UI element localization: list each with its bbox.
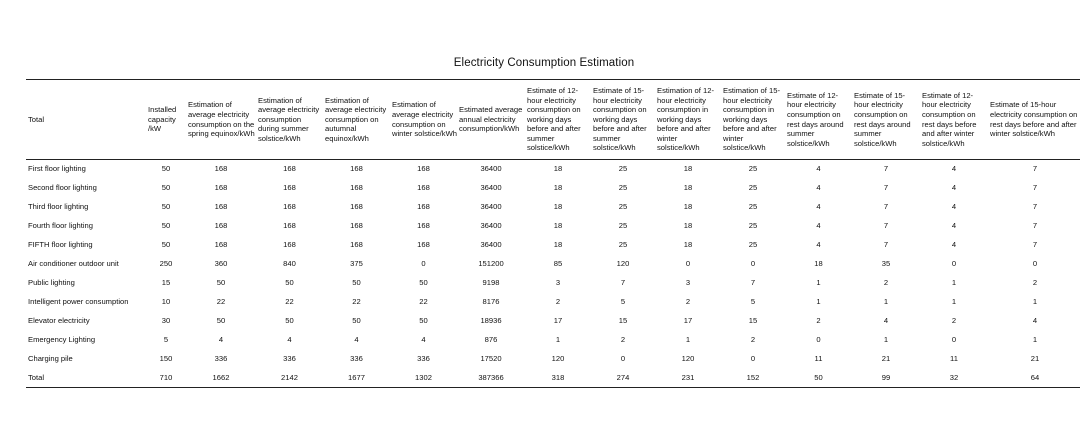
table-cell: 168 [417,183,430,193]
table-cell: 2 [620,335,626,345]
table-cell: 4 [816,221,821,231]
table-cell: 840 [283,259,296,269]
table-cell: 0 [1032,259,1038,269]
table-cell: 4 [951,240,957,250]
table-cell: 18 [553,164,563,174]
table-cell: 168 [283,240,296,250]
table-cell: 168 [350,202,363,212]
table-cell: 151200 [478,259,504,269]
table-cell: 18 [814,259,823,269]
table-cell: 1662 [186,369,256,388]
table-cell: 21 [881,354,891,364]
table-cell: 36400 [480,221,502,231]
row-label: Total [26,369,146,388]
table-cell: 1 [883,335,889,345]
table-cell: 2142 [256,369,323,388]
table-cell: 25 [618,202,628,212]
table-row [26,255,1080,274]
table-cell: 64 [988,369,1080,388]
table-cell: 4 [816,164,821,174]
table-cell: 150 [159,354,173,364]
table-row [26,198,1080,217]
table-cell: 11 [950,354,958,364]
table-cell: 99 [852,369,920,388]
table-cell: 168 [417,202,430,212]
table-cell: 25 [618,240,628,250]
column-header: Estimation of average electricity consumption during summer solstice/kWh [258,95,320,143]
table-cell: 231 [655,369,721,388]
table-cell: 17 [553,316,563,326]
table-cell: 168 [417,221,430,231]
table-cell: 2 [816,316,821,326]
table-cell: 32 [920,369,988,388]
table-cell: 168 [283,202,296,212]
column-header: Estimate of 15-hour electricity consumption on rest days before and after winter solstice/kWh [990,100,1078,139]
table-cell: 25 [618,221,628,231]
table-cell: 7 [750,278,756,288]
table-cell: 22 [285,297,294,307]
table-cell: 1 [951,297,957,307]
table-cell: 9198 [482,278,500,288]
table-cell: 15 [748,316,758,326]
table-cell: 168 [350,240,363,250]
table-cell: 18936 [480,316,502,326]
table-row [26,350,1080,369]
table-cell: 25 [748,240,758,250]
table-cell: 18 [553,183,563,193]
table-cell: 0 [685,259,691,269]
column-header: Estimation of 12-hour electricity consumption in working days before and after winter solstice/kWh [657,85,714,153]
page-title: Electricity Consumption Estimation [453,57,635,69]
table-cell: 4 [951,164,957,174]
table-cell: 4 [816,183,821,193]
table-cell: 2 [685,297,691,307]
table-cell: 50 [285,316,294,326]
table-cell: 36400 [480,202,502,212]
table-body [26,160,1080,388]
table-cell: 3 [685,278,691,288]
table-cell: 168 [417,240,430,250]
table-cell: 50 [161,164,171,174]
table-cell: 50 [161,183,171,193]
table-cell: 1302 [390,369,457,388]
table-cell: 152 [721,369,785,388]
table-cell: 22 [216,297,226,307]
table-cell: 318 [525,369,591,388]
table-cell: 250 [159,259,173,269]
table-cell: 7 [883,240,889,250]
table-cell: 0 [951,259,957,269]
table-cell: 168 [283,164,296,174]
table-row [26,217,1080,236]
row-label: Fourth floor lighting [28,221,94,231]
column-header: Estimation of 15-hour electricity consumption in working days before and after winter solstice/kWh [723,85,780,153]
table-cell: 18 [553,202,563,212]
table-cell: 21 [1030,354,1040,364]
table-cell: 50 [419,278,428,288]
table-row [26,274,1080,293]
row-label: Air conditioner outdoor unit [28,259,119,269]
table-cell: 2 [951,316,957,326]
table-cell: 7 [883,164,889,174]
consumption-table [26,79,1080,388]
table-cell: 168 [214,202,228,212]
row-label: Intelligent power consumption [28,297,129,307]
table-cell: 4 [883,316,889,326]
table-cell: 50 [161,202,171,212]
table-cell: 25 [748,221,758,231]
table-cell: 2 [555,297,561,307]
table-cell: 7 [883,221,889,231]
table-cell: 4 [1032,316,1038,326]
table-cell: 1 [816,278,821,288]
table-cell: 274 [591,369,655,388]
table-cell: 4 [816,240,821,250]
table-header [26,80,1080,160]
table-cell: 5 [163,335,169,345]
table-cell: 18 [683,240,693,250]
column-header: Estimation of average electricity consumption on autumnal equinox/kWh [325,95,387,143]
table-cell: 1 [951,278,957,288]
table-cell: 168 [214,240,228,250]
table-cell: 7 [883,202,889,212]
table-cell: 25 [748,183,758,193]
table-cell: 18 [683,183,693,193]
table-cell: 168 [417,164,430,174]
table-cell: 168 [283,183,296,193]
table-cell: 50 [216,316,226,326]
table-cell: 25 [748,202,758,212]
table-cell: 11 [814,354,823,364]
table-cell: 18 [553,240,563,250]
table-cell: 30 [161,316,171,326]
table-cell: 50 [352,278,361,288]
table-cell: 22 [352,297,361,307]
row-label: Second floor lighting [28,183,97,193]
table-cell: 2 [883,278,889,288]
table-cell: 17 [683,316,693,326]
table-cell: 0 [750,259,756,269]
column-header-total: Total [28,114,45,124]
table-row [26,160,1080,179]
table-cell: 17520 [480,354,502,364]
table-cell: 4 [951,221,957,231]
table-cell: 120 [551,354,565,364]
table-cell: 360 [214,259,228,269]
row-label: Elevator electricity [28,316,90,326]
table-cell: 375 [350,259,363,269]
table-cell: 1 [816,297,821,307]
table-cell: 1 [883,297,889,307]
table-cell: 18 [683,202,693,212]
column-header: Estimate of 12-hour electricity consumption on working days before and after summer solstice/kWh [527,85,581,153]
table-cell: 168 [214,164,228,174]
row-label: First floor lighting [28,164,86,174]
header-row [26,80,1080,160]
table-cell: 120 [616,259,630,269]
table-row [26,236,1080,255]
table-cell: 36400 [480,183,502,193]
table-cell: 50 [161,240,171,250]
table-cell: 50 [285,278,294,288]
table-cell: 7 [1032,221,1038,231]
table-cell: 1 [1032,297,1038,307]
row-label: FIFTH floor lighting [28,240,93,250]
table-cell: 1 [1032,335,1038,345]
table-cell: 0 [421,259,426,269]
table-cell: 710 [146,369,186,388]
row-label: Emergency Lighting [28,335,96,345]
table-cell: 387366 [457,369,525,388]
table-cell: 18 [553,221,563,231]
table-cell: 1 [555,335,561,345]
row-label: Charging pile [28,354,73,364]
table-cell: 1 [685,335,691,345]
table-row [26,179,1080,198]
table-cell: 336 [350,354,363,364]
table-cell: 0 [620,354,626,364]
table-cell: 168 [350,183,363,193]
table-row [26,331,1080,350]
row-label: Third floor lighting [28,202,89,212]
table-cell: 168 [350,164,363,174]
table-cell: 336 [283,354,296,364]
table-cell: 168 [350,221,363,231]
table-row [26,369,1080,388]
table-cell: 25 [748,164,758,174]
table-row [26,312,1080,331]
table-cell: 336 [417,354,430,364]
table-cell: 5 [620,297,626,307]
table-cell: 18 [683,221,693,231]
table-cell: 4 [354,335,359,345]
table-cell: 1677 [323,369,390,388]
table-cell: 85 [553,259,563,269]
table-cell: 7 [1032,183,1038,193]
table-cell: 3 [555,278,561,288]
table-cell: 25 [618,164,628,174]
column-header: Estimation of average electricity consumption on winter solstice/kWh [392,100,457,139]
table-cell: 4 [951,202,957,212]
column-header: Estimated average annual electricity consumption/kWh [459,105,523,134]
table-cell: 50 [419,316,428,326]
table-cell: 50 [216,278,226,288]
table-cell: 10 [161,297,171,307]
table-cell: 168 [214,183,228,193]
table-cell: 7 [883,183,889,193]
table-cell: 7 [1032,164,1038,174]
table-cell: 7 [1032,240,1038,250]
column-header: Estimation of average electricity consumption on the spring equinox/kWh [188,100,255,139]
column-header: Estimate of 15-hour electricity consumption on rest days around summer solstice/kWh [854,90,911,148]
table-cell: 120 [681,354,695,364]
table-cell: 8176 [482,297,500,307]
table-cell: 36400 [480,164,502,174]
table-cell: 0 [951,335,957,345]
table-cell: 22 [419,297,428,307]
table-cell: 168 [214,221,228,231]
table-cell: 50 [161,221,171,231]
table-cell: 0 [816,335,821,345]
column-header: Estimate of 12-hour electricity consumption on rest days before and after winter solstice/kWh [922,90,977,148]
table-cell: 876 [484,335,498,345]
table-cell: 18 [683,164,693,174]
table-cell: 7 [620,278,626,288]
table-cell: 2 [750,335,756,345]
table-cell: 2 [1032,278,1038,288]
table-cell: 36400 [480,240,502,250]
table-cell: 5 [750,297,756,307]
table-cell: 336 [214,354,228,364]
table-cell: 0 [750,354,756,364]
row-label: Public lighting [28,278,75,288]
column-header: Installed capacity /kW [148,105,177,134]
table-cell: 168 [283,221,296,231]
table-cell: 50 [352,316,361,326]
table-cell: 4 [421,335,426,345]
table-cell: 35 [881,259,891,269]
column-header: Estimate of 15-hour electricity consumption on working days before and after summer solstice/kWh [593,85,647,153]
table-cell: 25 [618,183,628,193]
table-cell: 15 [161,278,171,288]
column-header: Estimate of 12-hour electricity consumption on rest days around summer solstice/kWh [787,90,844,148]
table-cell: 4 [951,183,957,193]
table-cell: 7 [1032,202,1038,212]
table-cell: 4 [218,335,224,345]
table-cell: 4 [287,335,292,345]
table-cell: 50 [785,369,852,388]
table-row [26,293,1080,312]
table-cell: 4 [816,202,821,212]
table-cell: 15 [618,316,628,326]
